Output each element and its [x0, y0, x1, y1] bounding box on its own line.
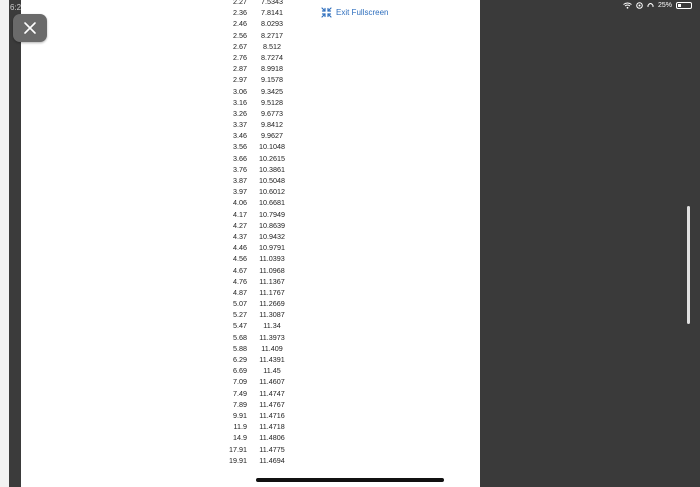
left-panel	[9, 0, 21, 487]
table-row	[219, 164, 289, 175]
x-value-cell: 4.46	[233, 243, 247, 253]
status-time: 6:2	[10, 3, 22, 12]
home-indicator[interactable]	[256, 478, 444, 482]
table-row	[219, 309, 289, 320]
y-value-cell: 11.3973	[259, 332, 285, 342]
x-value-cell: 3.16	[233, 97, 247, 107]
x-value-cell: 3.56	[233, 142, 247, 152]
table-row	[219, 186, 289, 197]
y-value-cell: 10.9791	[259, 243, 285, 253]
x-value-cell: 3.37	[233, 120, 247, 130]
y-value-cell: 10.2615	[259, 153, 285, 163]
battery-percent: 25%	[657, 2, 672, 9]
y-value-cell: 11.34	[263, 321, 281, 331]
x-value-cell: 19.91	[229, 455, 247, 465]
table-row	[219, 298, 289, 309]
x-value-cell: 7.89	[233, 399, 247, 409]
y-value-cell: 8.9918	[261, 64, 283, 74]
table-row	[219, 108, 289, 119]
y-value-cell: 11.4694	[259, 455, 285, 465]
table-row	[219, 119, 289, 130]
table-row	[219, 388, 289, 399]
y-value-cell: 11.4718	[259, 422, 285, 432]
table-row	[219, 253, 289, 264]
y-value-cell: 10.3861	[259, 164, 285, 174]
table-row	[219, 376, 289, 387]
left-edge	[0, 0, 9, 487]
table-row	[219, 220, 289, 231]
table-row	[219, 421, 289, 432]
status-bar	[623, 2, 692, 9]
x-value-cell: 2.27	[233, 0, 247, 6]
table-row	[219, 52, 289, 63]
x-value-cell: 14.9	[233, 433, 247, 443]
x-value-cell: 5.07	[233, 299, 247, 309]
y-value-cell: 11.4607	[259, 377, 285, 387]
y-value-cell: 7.8141	[261, 8, 283, 18]
y-value-cell: 11.1767	[259, 287, 285, 297]
x-value-cell: 5.47	[233, 321, 247, 331]
x-value-cell: 5.88	[233, 343, 247, 353]
y-value-cell: 11.4716	[259, 410, 285, 420]
x-value-cell: 2.97	[233, 75, 247, 85]
x-value-cell: 4.87	[233, 287, 247, 297]
location-icon	[636, 2, 643, 9]
table-row	[219, 7, 289, 18]
y-value-cell: 11.4806	[259, 433, 285, 443]
x-value-cell: 3.87	[233, 176, 247, 185]
y-value-cell: 11.4775	[259, 444, 285, 454]
y-value-cell: 10.5048	[259, 176, 285, 185]
table-row	[219, 30, 289, 41]
table-body	[219, 0, 289, 466]
y-value-cell: 10.9432	[259, 231, 285, 241]
y-value-cell: 11.0393	[259, 254, 285, 264]
y-value-cell: 11.4391	[259, 355, 285, 364]
y-value-cell: 8.2717	[261, 30, 283, 40]
y-value-cell: 11.2669	[259, 299, 285, 309]
x-value-cell: 3.97	[233, 187, 247, 197]
y-value-cell: 9.5128	[261, 97, 283, 107]
x-value-cell: 6.69	[233, 366, 247, 376]
x-value-cell: 7.09	[233, 377, 247, 387]
headphones-icon	[647, 2, 654, 9]
x-value-cell: 3.76	[233, 164, 247, 174]
y-value-cell: 10.6681	[259, 198, 285, 208]
table-row	[219, 242, 289, 253]
data-table	[219, 0, 289, 466]
y-value-cell: 11.45	[263, 366, 281, 376]
y-value-cell: 10.8639	[259, 220, 285, 230]
x-value-cell: 2.36	[233, 8, 247, 18]
table-row	[219, 175, 289, 186]
y-value-cell: 11.409	[261, 343, 283, 353]
exit-fullscreen-button[interactable]	[321, 7, 388, 18]
table-row	[219, 365, 289, 376]
table-row	[219, 209, 289, 220]
y-value-cell: 11.3087	[259, 310, 285, 320]
table-row	[219, 444, 289, 455]
x-value-cell: 4.67	[233, 265, 247, 275]
table-row	[219, 265, 289, 276]
table-row	[219, 197, 289, 208]
table-row	[219, 74, 289, 85]
close-icon	[23, 21, 37, 35]
battery-level	[678, 4, 681, 7]
y-value-cell: 9.3425	[261, 86, 283, 96]
x-value-cell: 3.26	[233, 108, 247, 118]
x-value-cell: 3.66	[233, 153, 247, 163]
x-value-cell: 4.37	[233, 231, 247, 241]
table-row	[219, 410, 289, 421]
scrollbar-thumb[interactable]	[687, 206, 690, 324]
table-row	[219, 141, 289, 152]
y-value-cell: 8.7274	[261, 52, 283, 62]
exit-fullscreen-label: Exit Fullscreen	[336, 8, 389, 17]
table-row	[219, 354, 289, 365]
table-row	[219, 153, 289, 164]
right-panel	[480, 0, 700, 487]
x-value-cell: 2.46	[233, 19, 247, 29]
x-value-cell: 5.27	[233, 310, 247, 320]
y-value-cell: 9.9627	[261, 131, 283, 141]
table-row	[219, 41, 289, 52]
table-row	[219, 343, 289, 354]
x-value-cell: 2.76	[233, 52, 247, 62]
table-row	[219, 0, 289, 7]
y-value-cell: 9.1578	[261, 75, 283, 85]
table-row	[219, 231, 289, 242]
table-row	[219, 399, 289, 410]
battery-icon	[676, 2, 692, 9]
table-row	[219, 18, 289, 29]
table-row	[219, 276, 289, 287]
x-value-cell: 5.68	[233, 332, 247, 342]
y-value-cell: 10.7949	[259, 209, 285, 219]
close-button[interactable]	[13, 14, 47, 42]
y-value-cell: 11.1367	[259, 276, 285, 286]
x-value-cell: 3.46	[233, 131, 247, 141]
wifi-icon	[623, 2, 632, 9]
y-value-cell: 8.0293	[261, 19, 283, 29]
x-value-cell: 4.76	[233, 276, 247, 286]
y-value-cell: 11.0968	[259, 265, 285, 275]
x-value-cell: 4.17	[233, 209, 247, 219]
table-row	[219, 63, 289, 74]
x-value-cell: 3.06	[233, 86, 247, 96]
table-row	[219, 320, 289, 331]
table-row	[219, 287, 289, 298]
x-value-cell: 2.87	[233, 64, 247, 74]
table-row	[219, 432, 289, 443]
y-value-cell: 9.6773	[261, 108, 283, 118]
y-value-cell: 10.6012	[259, 187, 285, 197]
x-value-cell: 2.67	[233, 41, 247, 51]
x-value-cell: 7.49	[233, 388, 247, 398]
y-value-cell: 10.1048	[259, 142, 285, 152]
y-value-cell: 11.4747	[259, 388, 285, 398]
table-row	[219, 97, 289, 108]
x-value-cell: 11.9	[233, 422, 247, 432]
y-value-cell: 8.512	[263, 41, 281, 51]
table-row	[219, 86, 289, 97]
y-value-cell: 7.5343	[261, 0, 283, 6]
x-value-cell: 4.27	[233, 220, 247, 230]
x-value-cell: 17.91	[229, 444, 247, 454]
y-value-cell: 9.8412	[261, 120, 283, 130]
exit-fullscreen-icon	[321, 7, 332, 18]
x-value-cell: 6.29	[233, 355, 247, 364]
table-row	[219, 130, 289, 141]
table-row	[219, 332, 289, 343]
x-value-cell: 4.06	[233, 198, 247, 208]
table-row	[219, 455, 289, 466]
x-value-cell: 4.56	[233, 254, 247, 264]
x-value-cell: 2.56	[233, 30, 247, 40]
y-value-cell: 11.4767	[259, 399, 285, 409]
x-value-cell: 9.91	[233, 410, 247, 420]
